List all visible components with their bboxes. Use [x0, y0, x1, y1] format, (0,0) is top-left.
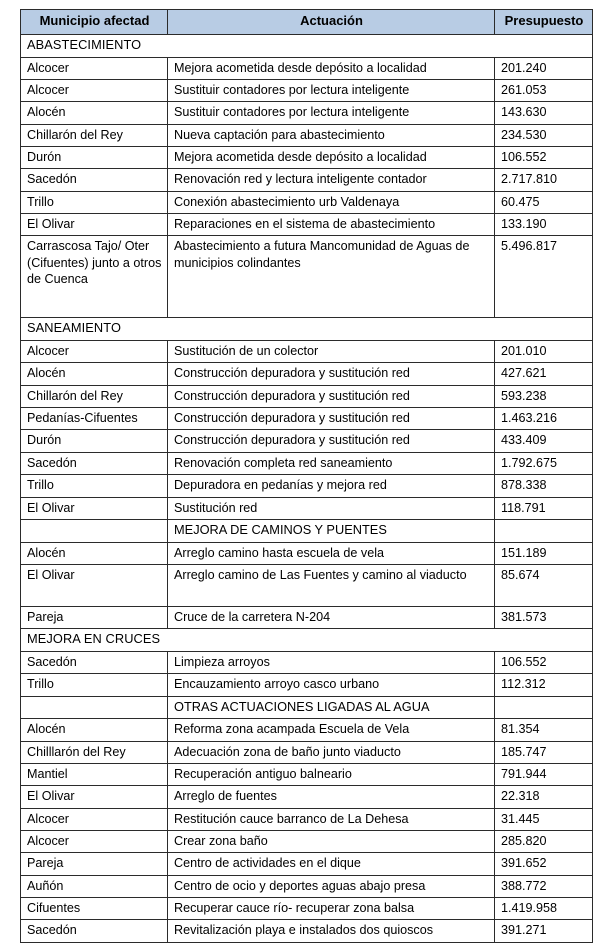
cell-presupuesto: 1.463.216	[495, 408, 593, 430]
section-header-spacer-left	[21, 696, 168, 719]
cell-actuacion: Mejora acometida desde depósito a localidad	[168, 146, 495, 168]
cell-municipio: Durón	[21, 430, 168, 452]
column-header-presupuesto: Presupuesto	[495, 10, 593, 35]
table-row	[21, 808, 593, 830]
cell-presupuesto: 31.445	[495, 808, 593, 830]
table-row	[21, 236, 593, 318]
cell-municipio: Pedanías-Cifuentes	[21, 408, 168, 430]
cell-actuacion: Mejora acometida desde depósito a localidad	[168, 57, 495, 79]
cell-municipio: Chillarón del Rey	[21, 124, 168, 146]
cell-presupuesto: 433.409	[495, 430, 593, 452]
table-row	[21, 124, 593, 146]
cell-presupuesto: 106.552	[495, 651, 593, 673]
table-row	[21, 475, 593, 497]
cell-municipio: Chilllarón del Rey	[21, 741, 168, 763]
cell-presupuesto: 81.354	[495, 719, 593, 741]
table-row	[21, 651, 593, 673]
cell-actuacion: Construcción depuradora y sustitución red	[168, 408, 495, 430]
cell-presupuesto: 791.944	[495, 763, 593, 785]
table-row	[21, 408, 593, 430]
cell-actuacion: Crear zona baño	[168, 831, 495, 853]
cell-municipio: Alocén	[21, 719, 168, 741]
cell-actuacion: Construcción depuradora y sustitución red	[168, 430, 495, 452]
cell-presupuesto: 5.496.817	[495, 236, 593, 318]
cell-presupuesto: 2.717.810	[495, 169, 593, 191]
cell-presupuesto: 1.792.675	[495, 452, 593, 474]
section-header-title: ABASTECIMIENTO	[21, 34, 593, 57]
cell-municipio: Chillarón del Rey	[21, 385, 168, 407]
cell-municipio: Alcocer	[21, 808, 168, 830]
cell-actuacion: Revitalización playa e instalados dos quioscos	[168, 920, 495, 942]
cell-actuacion: Adecuación zona de baño junto viaducto	[168, 741, 495, 763]
cell-municipio: Mantiel	[21, 763, 168, 785]
table-row	[21, 79, 593, 101]
cell-municipio: El Olivar	[21, 497, 168, 519]
table-row	[21, 341, 593, 363]
cell-presupuesto: 106.552	[495, 146, 593, 168]
cell-actuacion: Arreglo camino de Las Fuentes y camino al viaducto	[168, 564, 495, 606]
cell-municipio: Alocén	[21, 363, 168, 385]
column-header-municipio: Municipio afectad	[21, 10, 168, 35]
cell-presupuesto: 133.190	[495, 214, 593, 236]
table-row	[21, 497, 593, 519]
cell-actuacion: Encauzamiento arroyo casco urbano	[168, 674, 495, 696]
cell-municipio: Alcocer	[21, 831, 168, 853]
table-row	[21, 57, 593, 79]
cell-actuacion: Recuperar cauce río- recuperar zona balsa	[168, 898, 495, 920]
table-row	[21, 214, 593, 236]
cell-actuacion: Arreglo camino hasta escuela de vela	[168, 542, 495, 564]
cell-presupuesto: 22.318	[495, 786, 593, 808]
cell-presupuesto: 118.791	[495, 497, 593, 519]
cell-presupuesto: 593.238	[495, 385, 593, 407]
table-row	[21, 741, 593, 763]
cell-presupuesto: 201.240	[495, 57, 593, 79]
cell-presupuesto: 143.630	[495, 102, 593, 124]
table-row	[21, 674, 593, 696]
cell-presupuesto: 1.419.958	[495, 898, 593, 920]
cell-presupuesto: 427.621	[495, 363, 593, 385]
section-header-title: MEJORA DE CAMINOS Y PUENTES	[168, 519, 495, 542]
table-row	[21, 191, 593, 213]
table-row	[21, 831, 593, 853]
cell-presupuesto: 391.271	[495, 920, 593, 942]
table-row	[21, 920, 593, 942]
cell-presupuesto: 201.010	[495, 341, 593, 363]
cell-actuacion: Depuradora en pedanías y mejora red	[168, 475, 495, 497]
table-row	[21, 385, 593, 407]
table-row	[21, 898, 593, 920]
section-header-title: MEJORA EN CRUCES	[21, 629, 593, 652]
cell-municipio: Sacedón	[21, 651, 168, 673]
column-header-row	[21, 10, 593, 35]
cell-municipio: Carrascosa Tajo/ Oter (Cifuentes) junto a otros de Cuenca	[21, 236, 168, 318]
cell-actuacion: Sustituir contadores por lectura inteligente	[168, 102, 495, 124]
table-row	[21, 542, 593, 564]
cell-municipio: El Olivar	[21, 214, 168, 236]
table-row	[21, 763, 593, 785]
cell-municipio: Sacedón	[21, 452, 168, 474]
table-row	[21, 606, 593, 628]
section-header-row	[21, 629, 593, 652]
table-row	[21, 363, 593, 385]
cell-actuacion: Recuperación antiguo balneario	[168, 763, 495, 785]
cell-municipio: El Olivar	[21, 564, 168, 606]
cell-presupuesto: 60.475	[495, 191, 593, 213]
table-head	[21, 10, 593, 35]
cell-presupuesto: 234.530	[495, 124, 593, 146]
table-body	[21, 34, 593, 942]
table-row	[21, 786, 593, 808]
section-header-title: OTRAS ACTUACIONES LIGADAS AL AGUA	[168, 696, 495, 719]
cell-municipio: Trillo	[21, 674, 168, 696]
cell-actuacion: Reparaciones en el sistema de abastecimiento	[168, 214, 495, 236]
cell-municipio: Cifuentes	[21, 898, 168, 920]
cell-presupuesto: 285.820	[495, 831, 593, 853]
table-row	[21, 875, 593, 897]
cell-actuacion: Reforma zona acampada Escuela de Vela	[168, 719, 495, 741]
cell-municipio: Trillo	[21, 475, 168, 497]
cell-municipio: Alcocer	[21, 79, 168, 101]
cell-municipio: Alcocer	[21, 57, 168, 79]
cell-presupuesto: 381.573	[495, 606, 593, 628]
cell-municipio: Pareja	[21, 853, 168, 875]
cell-municipio: Durón	[21, 146, 168, 168]
section-header-row	[21, 696, 593, 719]
cell-actuacion: Restitución cauce barranco de La Dehesa	[168, 808, 495, 830]
cell-municipio: Alocén	[21, 542, 168, 564]
cell-municipio: Alocén	[21, 102, 168, 124]
cell-presupuesto: 85.674	[495, 564, 593, 606]
table-row	[21, 853, 593, 875]
cell-presupuesto: 388.772	[495, 875, 593, 897]
cell-municipio: Sacedón	[21, 169, 168, 191]
table-row	[21, 430, 593, 452]
cell-municipio: Alcocer	[21, 341, 168, 363]
cell-actuacion: Centro de actividades en el dique	[168, 853, 495, 875]
cell-presupuesto: 151.189	[495, 542, 593, 564]
cell-actuacion: Renovación completa red saneamiento	[168, 452, 495, 474]
cell-actuacion: Arreglo de fuentes	[168, 786, 495, 808]
table-row	[21, 452, 593, 474]
table-row	[21, 102, 593, 124]
cell-actuacion: Sustitución red	[168, 497, 495, 519]
cell-municipio: Sacedón	[21, 920, 168, 942]
cell-actuacion: Limpieza arroyos	[168, 651, 495, 673]
cell-municipio: Auñón	[21, 875, 168, 897]
section-header-spacer-right	[495, 519, 593, 542]
table-row	[21, 169, 593, 191]
cell-presupuesto: 878.338	[495, 475, 593, 497]
cell-actuacion: Conexión abastecimiento urb Valdenaya	[168, 191, 495, 213]
section-header-row	[21, 519, 593, 542]
cell-municipio: Trillo	[21, 191, 168, 213]
section-header-row	[21, 34, 593, 57]
column-header-actuacion: Actuación	[168, 10, 495, 35]
cell-actuacion: Nueva captación para abastecimiento	[168, 124, 495, 146]
cell-presupuesto: 185.747	[495, 741, 593, 763]
cell-municipio: El Olivar	[21, 786, 168, 808]
table-row	[21, 719, 593, 741]
cell-actuacion: Sustituir contadores por lectura inteligente	[168, 79, 495, 101]
section-header-title: SANEAMIENTO	[21, 318, 593, 341]
cell-actuacion: Renovación red y lectura inteligente contador	[168, 169, 495, 191]
section-header-row	[21, 318, 593, 341]
actuaciones-table	[20, 9, 593, 943]
section-header-spacer-right	[495, 696, 593, 719]
cell-actuacion: Sustitución de un colector	[168, 341, 495, 363]
cell-presupuesto: 112.312	[495, 674, 593, 696]
cell-presupuesto: 391.652	[495, 853, 593, 875]
table-row	[21, 146, 593, 168]
cell-actuacion: Centro de ocio y deportes aguas abajo presa	[168, 875, 495, 897]
cell-actuacion: Construcción depuradora y sustitución red	[168, 385, 495, 407]
cell-actuacion: Abastecimiento a futura Mancomunidad de Aguas de municipios colindantes	[168, 236, 495, 318]
section-header-spacer-left	[21, 519, 168, 542]
cell-presupuesto: 261.053	[495, 79, 593, 101]
table-row	[21, 564, 593, 606]
cell-municipio: Pareja	[21, 606, 168, 628]
cell-actuacion: Cruce de la carretera N-204	[168, 606, 495, 628]
cell-actuacion: Construcción depuradora y sustitución red	[168, 363, 495, 385]
